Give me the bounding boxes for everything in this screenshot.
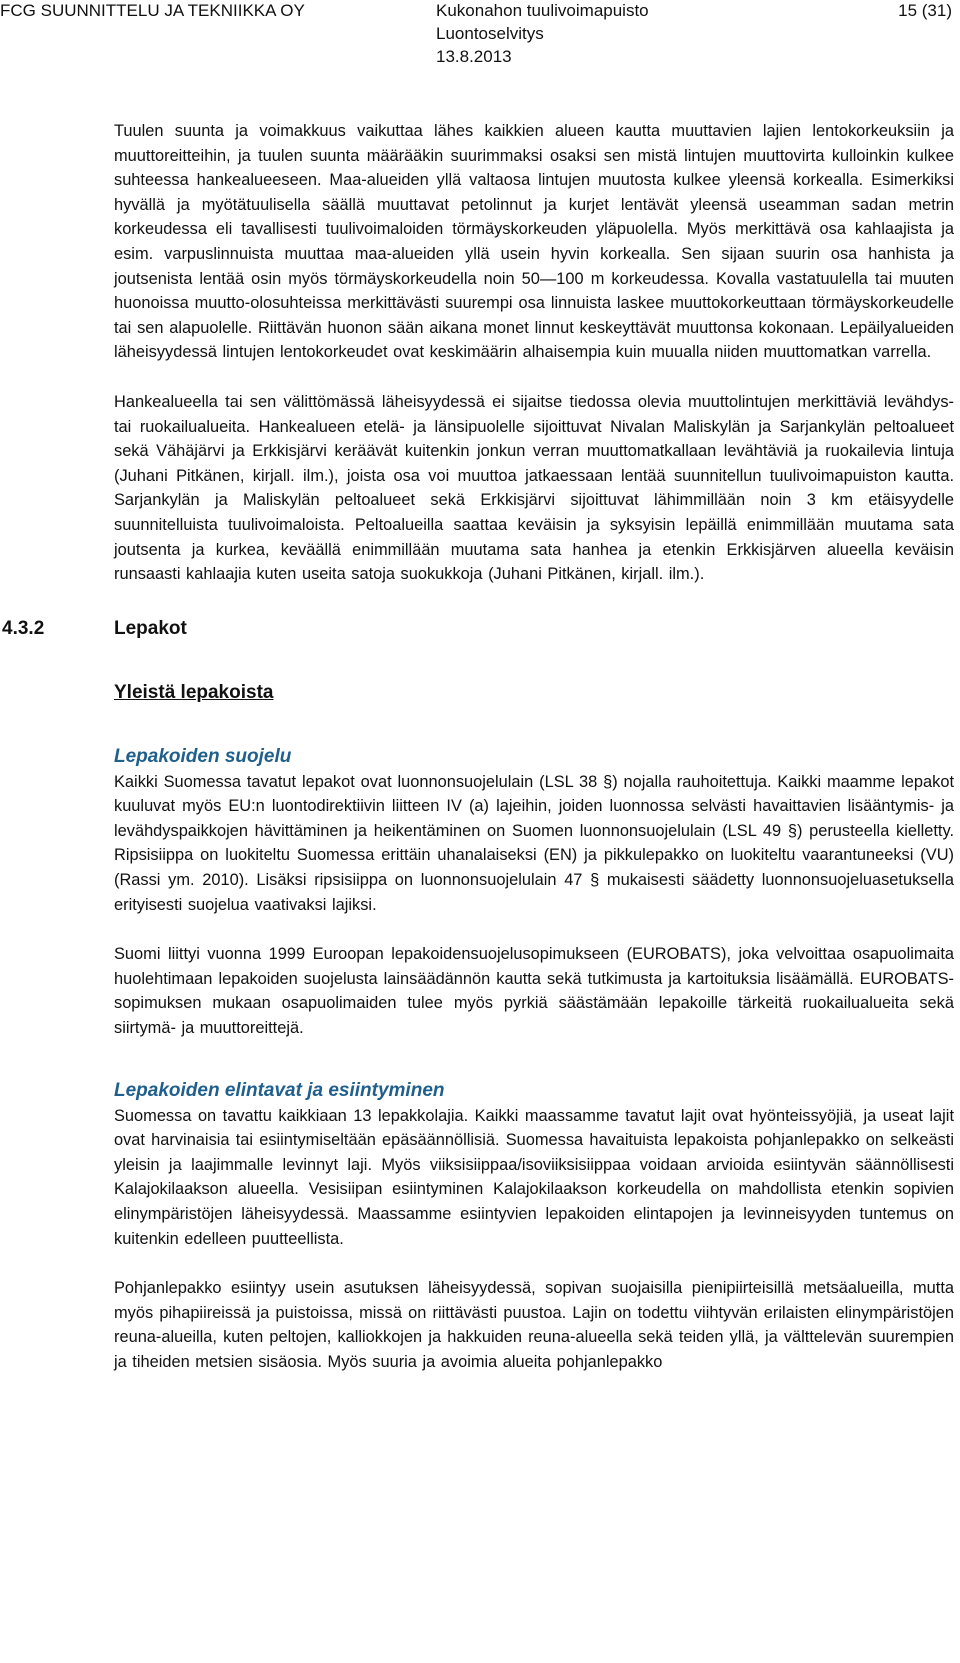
section-number: 4.3.2 <box>2 617 45 639</box>
paragraph-resting-areas: Hankealueella tai sen välittömässä läheisyydessä ei sijaitse tiedossa olevia muuttolintujen merkittäviä levähdys- tai ruokailualueita. Hankealueen etelä- ja länsipuolelle sijoittuvat Nivalan Maliskylän ja Sarjankylän peltoalueet sekä Vähäjärvi ja Erkkisjärvi keräävät kuitenkin jonkun verran muuttomatkallaan levähtäviä ja ruokailevia lintuja (Juhani Pitkänen, kirjall. ilm.), joista osa voi muuttoa jatkaessaan lentää suunnitellun tuulivoimapuiston kautta. Sarjankylän ja Maliskylän peltoalueet sekä Erkkisjärvi sijoittuvat lähimmillään noin 3 km etäisyydelle suunnitelluista tuulivoimaloista. Peltoalueilla saattaa keväisin ja syksyisin lepäillä enimmillään muutama sata joutsenta ja kurkea, keväällä enimmillään muutama sata hanhea ja etenkin Erkkisjärven alueella keväisin runsaasti kahlaajia kuten useita satoja suokukkoja (Juhani Pitkänen, kirjall. ilm.). <box>114 392 954 584</box>
general-heading: Yleistä lepakoista <box>114 681 274 703</box>
section-heading <box>2 616 954 642</box>
protection-heading: Lepakoiden suojelu <box>114 745 292 767</box>
section-title: Lepakot <box>114 617 187 639</box>
paragraph-northern-bat: Pohjanlepakko esiintyy usein asutuksen läheisyydessä, sopivan suojaisilla pienipiirteisillä metsäalueilla, mutta myös pihapiireissä ja puistoissa, missä on riittävästi puustoa. Lajin on todettu viihtyvän erilaisten elinympäristöjen reuna-alueilla, kuten peltojen, kalliokkojen ja hakkuiden reuna-alueella sekä teiden yllä, ja välttelevän suurempien ja tiheiden metsien sisäosia. Myös suuria ja avoimia alueita pohjanlepakko <box>114 1279 954 1371</box>
page-header <box>0 0 960 66</box>
paragraph-eurobats: Suomi liittyi vuonna 1999 Euroopan lepakoidensuojelusopimukseen (EUROBATS), joka velvoittaa osapuolimaita huolehtimaan lepakoiden suojelusta lainsäädännön kautta sekä tutkimusta ja kartoituksia lisäämällä. EUROBATS-sopimuksen mukaan osapuolimaiden tulee myös pyrkiä säästämään lepakoille tärkeitä ruokailualueita sekä siirtymä- ja muuttoreittejä. <box>114 945 954 1038</box>
paragraph-bat-protection: Kaikki Suomessa tavatut lepakot ovat luonnonsuojelulain (LSL 38 §) nojalla rauhoitettuja. Kaikki maamme lepakot kuuluvat myös EU:n luontodirektiivin liitteen IV (a) lajeihin, joiden luonnossa selvästi havaittavien lisääntymis- ja levähdyspaikkojen hävittäminen ja heikentäminen on Suomen luonnonsuojelulain (LSL 49 §) perusteella kielletty. Ripsisiippa on luokiteltu Suomessa erittäin uhanalaiseksi (EN) ja pikkulepakko on luokiteltu vaarantuneeksi (VU) (Rassi ym. 2010). Lisäksi ripsisiippa on luonnonsuojelulain 47 § mukaisesti säädetty luonnonsuojeluasetuksella erityisesti suojelua vaativaksi lajiksi. <box>114 772 954 914</box>
habits-heading: Lepakoiden elintavat ja esiintyminen <box>114 1079 445 1101</box>
paragraph-bird-flight-height: Tuulen suunta ja voimakkuus vaikuttaa lähes kaikkien alueen kautta muuttavien lajien lentokorkeuksiin ja muuttoreitteihin, ja tuulen suunta määrääkin suurimmaksi osaksi sen mistä lintujen muuttovirta kulloinkin kulkee suhteessa hankealueeseen. Maa-alueiden yllä valtaosa lintujen muutosta kulkee yleensä korkealla. Esimerkiksi hyvällä ja myötätuulisella säällä muuttavat petolinnut ja kurjet lentävät yleensä useamman sadan metrin korkeudessa eli tavallisesti tuulivoimaloiden törmäyskorkeuden yläpuolella. Myös merkittävä osa kahlaajista ja esim. varpuslinnuista muuttaa maa-alueiden yllä usein hyvin korkealla. Sen sijaan suurin osa hanhista ja joutsenista lentää osin myös törmäyskorkeudella noin 50—100 m korkeudessa. Kovalla vastatuulella tai muuten huonoissa muutto-olosuhteissa merkittävästi suurempi osa linnuista laskee muuttokorkeuttaan törmäyskorkeudelle tai sen alapuolelle. Riittävän huonon sään aikana monet linnut keskeyttävät muuttonsa kokonaan. Lepäilyalueiden läheisyydessä lintujen lentokorkeudet ovat keskimäärin alhaisempia kuin muualla niiden muuttomatkan varrella. <box>114 122 954 362</box>
document-body <box>2 119 954 1375</box>
page-number: 15 (31) <box>898 1 952 20</box>
document-title: Kukonahon tuulivoimapuisto <box>436 1 649 20</box>
company-name: FCG SUUNNITTELU JA TEKNIIKKA OY <box>0 1 305 20</box>
paragraph-bat-species: Suomessa on tavattu kaikkiaan 13 lepakkolajia. Kaikki maassamme tavatut lajit ovat hyönteissyöjiä, ja useat lajit ovat harvinaisia tai esiintymiseltään epäsäännöllisiä. Suomessa havaituista lepakoista pohjanlepakko on selkeästi yleisin ja laajimmalle levinnyt laji. Myös viiksisiippaa/isoviiksisiippaa voidaan arvioida esiintyvän säännöllisesti Kalajokilaakson alueella. Vesisiipan esiintyminen Kalajokilaakson korkeudella on mahdollista etenkin sopivien elinympäristöjen läheisyydessä. Maassamme esiintyvien lepakoiden elintapojen ja levinneisyyden tuntemus on kuitenkin edelleen puutteellista. <box>114 1106 954 1248</box>
document-date: 13.8.2013 <box>436 47 512 66</box>
document-subtitle: Luontoselvitys <box>436 24 544 43</box>
